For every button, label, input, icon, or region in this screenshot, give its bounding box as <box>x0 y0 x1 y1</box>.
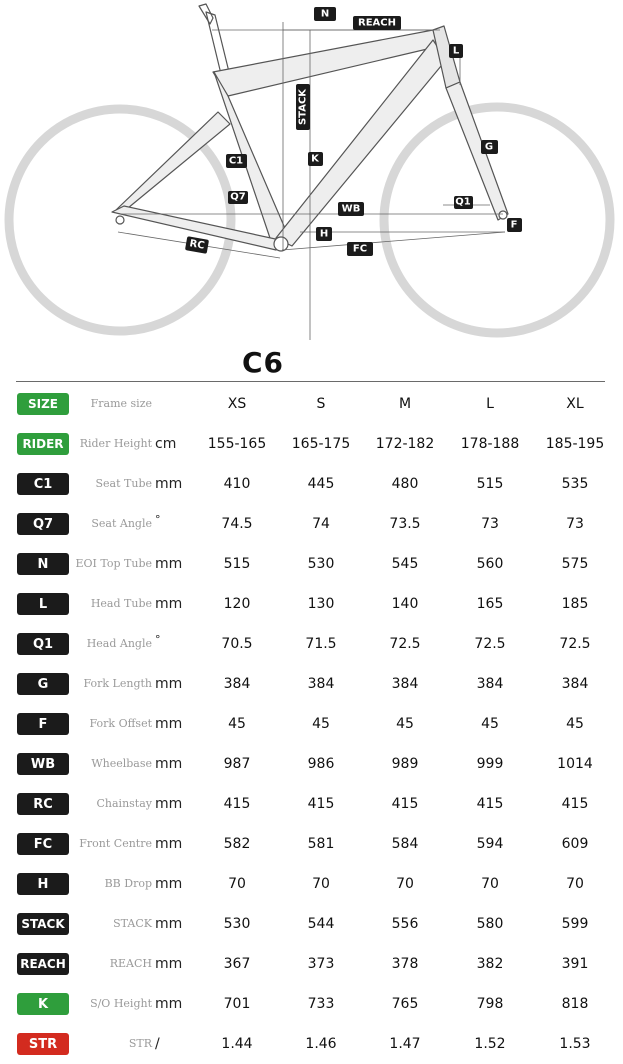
table-row <box>0 1024 623 1064</box>
size-value-xs: 515 <box>223 556 251 572</box>
table-row <box>0 584 623 624</box>
row-description: REACH <box>109 957 152 970</box>
size-value-xl: 45 <box>566 716 584 732</box>
size-value-xl: 575 <box>561 556 589 572</box>
size-value-s: 530 <box>307 556 335 572</box>
size-value-m: 584 <box>391 836 419 852</box>
row-unit: / <box>155 1036 160 1052</box>
row-code-badge: STACK <box>17 913 69 935</box>
size-value-l: 560 <box>476 556 504 572</box>
size-value-s: 45 <box>312 716 330 732</box>
table-row <box>0 784 623 824</box>
row-unit: mm <box>155 756 183 772</box>
size-value-xl: 415 <box>561 796 589 812</box>
svg-text:H: H <box>319 228 329 240</box>
row-description: Fork Offset <box>89 717 152 730</box>
size-value-l: 580 <box>476 916 504 932</box>
row-code-badge: Q7 <box>17 513 69 535</box>
size-value-xs: 701 <box>223 996 251 1012</box>
row-unit: cm <box>155 436 177 452</box>
size-value-s: 986 <box>307 756 335 772</box>
row-unit: mm <box>155 876 183 892</box>
label-q1 <box>454 196 473 209</box>
size-value-l: 73 <box>481 516 499 532</box>
table-row <box>0 984 623 1024</box>
size-value-xl: 1.53 <box>559 1036 591 1052</box>
svg-text:C1: C1 <box>228 155 244 167</box>
label-q7 <box>228 191 248 204</box>
row-description: Seat Angle <box>91 517 152 530</box>
size-value-m: 70 <box>396 876 414 892</box>
row-description: Head Tube <box>90 597 152 610</box>
size-value-m: 45 <box>396 716 414 732</box>
table-row <box>0 504 623 544</box>
size-value-xl: 72.5 <box>559 636 591 652</box>
size-value-xs: 384 <box>223 676 251 692</box>
size-value-xs: 410 <box>223 476 251 492</box>
size-value-xs: 74.5 <box>221 516 253 532</box>
size-value-xl: 384 <box>561 676 589 692</box>
size-value-l: 999 <box>476 756 504 772</box>
size-value-m: 480 <box>391 476 419 492</box>
size-value-s: 70 <box>312 876 330 892</box>
label-l <box>449 44 463 58</box>
row-code-badge: F <box>17 713 69 735</box>
size-value-m: 556 <box>391 916 419 932</box>
size-value-xl: 1014 <box>557 756 593 772</box>
size-value-s: 384 <box>307 676 335 692</box>
size-value-m: 1.47 <box>389 1036 421 1052</box>
size-value-m: 140 <box>391 596 419 612</box>
label-fc <box>347 242 373 256</box>
size-value-m: 72.5 <box>389 636 421 652</box>
size-value-s: 71.5 <box>305 636 337 652</box>
size-value-s: 581 <box>307 836 335 852</box>
label-f <box>507 218 522 232</box>
svg-text:Q1: Q1 <box>455 196 471 208</box>
svg-text:STACK: STACK <box>297 88 309 126</box>
label-c1 <box>226 154 247 168</box>
size-value-xl: 73 <box>566 516 584 532</box>
size-value-xs: 70.5 <box>221 636 253 652</box>
row-code-badge: STR <box>17 1033 69 1055</box>
size-value-xs: 155-165 <box>207 436 267 452</box>
size-value-xs: 120 <box>223 596 251 612</box>
size-value-xs: 530 <box>223 916 251 932</box>
bike-geometry-diagram <box>0 0 623 345</box>
svg-text:RC: RC <box>188 238 206 252</box>
row-code-badge: C1 <box>17 473 69 495</box>
row-code-badge: H <box>17 873 69 895</box>
svg-text:N: N <box>320 8 330 20</box>
row-description: Front Centre <box>79 837 152 850</box>
size-value-m: 73.5 <box>389 516 421 532</box>
size-value-s: 373 <box>307 956 335 972</box>
size-value-m: 765 <box>391 996 419 1012</box>
row-description: Seat Tube <box>95 477 152 490</box>
table-row <box>0 704 623 744</box>
table-row <box>0 744 623 784</box>
row-code-badge: RC <box>17 793 69 815</box>
row-code-badge: G <box>17 673 69 695</box>
size-value-xl: 185 <box>561 596 589 612</box>
row-unit: mm <box>155 996 183 1012</box>
size-value-l: 178-188 <box>460 436 520 452</box>
size-value-s: 1.46 <box>305 1036 337 1052</box>
table-row <box>0 464 623 504</box>
size-value-xs: XS <box>227 396 247 412</box>
size-value-l: 45 <box>481 716 499 732</box>
size-value-l: 72.5 <box>474 636 506 652</box>
row-code-badge: FC <box>17 833 69 855</box>
row-code-badge: N <box>17 553 69 575</box>
size-value-m: 415 <box>391 796 419 812</box>
svg-text:G: G <box>484 141 494 153</box>
row-description: Rider Height <box>79 437 152 450</box>
size-value-l: 594 <box>476 836 504 852</box>
size-value-s: 733 <box>307 996 335 1012</box>
svg-text:REACH: REACH <box>358 17 396 29</box>
size-value-xs: 415 <box>223 796 251 812</box>
label-reach <box>353 16 401 30</box>
row-description: Frame size <box>90 397 152 410</box>
table-row <box>0 904 623 944</box>
table-row <box>0 944 623 984</box>
size-value-xl: XL <box>566 396 584 412</box>
row-description: S/O Height <box>90 997 152 1010</box>
size-value-xl: 609 <box>561 836 589 852</box>
row-description: EOI Top Tube <box>75 557 152 570</box>
size-value-xs: 367 <box>223 956 251 972</box>
label-h <box>316 227 332 241</box>
size-value-s: S <box>316 396 326 412</box>
size-value-xl: 185-195 <box>545 436 605 452</box>
svg-text:L: L <box>452 45 460 57</box>
row-description: STACK <box>113 917 152 930</box>
table-row <box>0 664 623 704</box>
size-value-m: 378 <box>391 956 419 972</box>
size-value-m: 384 <box>391 676 419 692</box>
model-title: C6 <box>242 346 285 379</box>
row-unit: mm <box>155 476 183 492</box>
size-value-m: 545 <box>391 556 419 572</box>
size-value-s: 544 <box>307 916 335 932</box>
row-unit: mm <box>155 916 183 932</box>
svg-text:K: K <box>311 153 319 165</box>
size-value-l: 384 <box>476 676 504 692</box>
table-row <box>0 864 623 904</box>
row-unit: mm <box>155 596 183 612</box>
size-value-l: 515 <box>476 476 504 492</box>
row-unit: mm <box>155 716 183 732</box>
row-description: Wheelbase <box>91 757 152 770</box>
size-value-l: 798 <box>476 996 504 1012</box>
row-code-badge: REACH <box>17 953 69 975</box>
label-wb <box>338 202 364 216</box>
size-value-l: L <box>486 396 494 412</box>
row-unit: mm <box>155 956 183 972</box>
row-unit: ° <box>155 513 161 526</box>
row-unit: mm <box>155 796 183 812</box>
size-value-m: 172-182 <box>375 436 435 452</box>
row-unit: ° <box>155 633 161 646</box>
size-value-xl: 599 <box>561 916 589 932</box>
row-code-badge: Q1 <box>17 633 69 655</box>
size-value-l: 70 <box>481 876 499 892</box>
row-description: Head Angle <box>86 637 152 650</box>
label-rc <box>185 236 209 254</box>
size-value-xl: 391 <box>561 956 589 972</box>
row-description: Fork Length <box>83 677 152 690</box>
size-value-l: 1.52 <box>474 1036 506 1052</box>
size-value-s: 74 <box>312 516 330 532</box>
table-row <box>0 384 623 424</box>
row-description: Chainstay <box>96 797 152 810</box>
size-value-m: 989 <box>391 756 419 772</box>
row-unit: mm <box>155 556 183 572</box>
table-row <box>0 424 623 464</box>
size-value-l: 382 <box>476 956 504 972</box>
table-row <box>0 624 623 664</box>
size-value-s: 445 <box>307 476 335 492</box>
row-code-badge: SIZE <box>17 393 69 415</box>
size-value-xl: 535 <box>561 476 589 492</box>
row-code-badge: RIDER <box>17 433 69 455</box>
size-value-xs: 45 <box>228 716 246 732</box>
size-value-l: 165 <box>476 596 504 612</box>
size-value-m: M <box>398 396 412 412</box>
svg-text:Q7: Q7 <box>230 191 246 203</box>
row-code-badge: K <box>17 993 69 1015</box>
size-value-s: 165-175 <box>291 436 351 452</box>
size-value-xs: 987 <box>223 756 251 772</box>
row-unit: mm <box>155 836 183 852</box>
label-stack <box>296 84 310 130</box>
size-value-l: 415 <box>476 796 504 812</box>
label-g <box>481 140 498 154</box>
size-value-xl: 818 <box>561 996 589 1012</box>
size-value-xs: 582 <box>223 836 251 852</box>
table-row <box>0 824 623 864</box>
size-value-s: 415 <box>307 796 335 812</box>
row-description: STR <box>128 1037 152 1050</box>
label-n <box>314 7 336 21</box>
svg-text:FC: FC <box>352 243 368 255</box>
size-value-s: 130 <box>307 596 335 612</box>
row-code-badge: WB <box>17 753 69 775</box>
table-row <box>0 544 623 584</box>
row-description: BB Drop <box>104 877 152 890</box>
size-value-xs: 70 <box>228 876 246 892</box>
row-unit: mm <box>155 676 183 692</box>
label-k <box>308 152 323 166</box>
size-value-xs: 1.44 <box>221 1036 253 1052</box>
svg-text:WB: WB <box>341 203 361 215</box>
size-value-xl: 70 <box>566 876 584 892</box>
row-code-badge: L <box>17 593 69 615</box>
svg-text:F: F <box>510 219 518 231</box>
title-divider <box>16 381 605 382</box>
